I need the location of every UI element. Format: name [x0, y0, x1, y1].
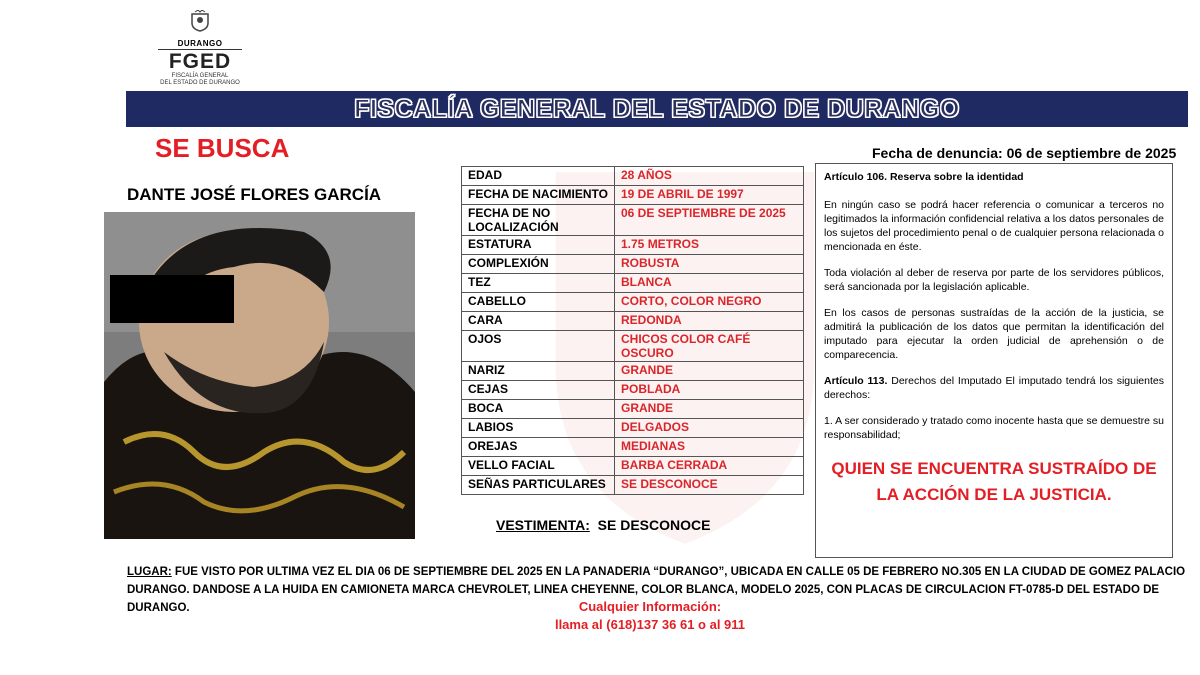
article-113-text: Derechos del Imputado El imputado tendrá los siguientes derechos: [824, 375, 1164, 401]
details-row [462, 186, 804, 205]
logo-acronym: FGED [168, 50, 232, 73]
details-row [462, 331, 804, 362]
contact-line-1: Cualquier Información: [578, 599, 722, 614]
details-value: 28 AÑOS [615, 167, 804, 186]
legal-paragraph-1: En ningún caso se podrá hacer referencia o comunicar a terceros no legitimados la información confidencial relativa a los datos personales de los sujetos del procedimiento penal o de cualquier persona relacionada o mencionada en éste. [824, 199, 1164, 253]
details-row [462, 312, 804, 331]
location-label: LUGAR: [127, 566, 172, 578]
legal-box [815, 163, 1173, 558]
durango-crest-icon [186, 10, 214, 32]
details-row [462, 293, 804, 312]
details-label: FECHA DE NO LOCALIZACIÓN [462, 205, 615, 236]
details-row [462, 381, 804, 400]
details-table [461, 166, 804, 495]
details-label: OREJAS [462, 438, 615, 457]
details-row [462, 255, 804, 274]
report-date: Fecha de denuncia: 06 de septiembre de 2025 [872, 145, 1177, 161]
details-label: NARIZ [462, 362, 615, 381]
details-label: VELLO FACIAL [462, 457, 615, 476]
details-label: ESTATURA [462, 236, 615, 255]
details-value: 1.75 METROS [615, 236, 804, 255]
details-label: CARA [462, 312, 615, 331]
details-label: OJOS [462, 331, 615, 362]
details-label: SEÑAS PARTICULARES [462, 476, 615, 495]
details-row [462, 236, 804, 255]
person-name: DANTE JOSÉ FLORES GARCÍA [127, 185, 382, 204]
details-value: 19 DE ABRIL DE 1997 [615, 186, 804, 205]
article-113 [824, 374, 1164, 402]
legal-paragraph-2: Toda violación al deber de reserva por parte de los servidores públicos, será sancionada por la legislación aplicable. [824, 267, 1164, 293]
logo-state: DURANGO [177, 39, 223, 48]
person-photo [104, 212, 415, 539]
details-label: FECHA DE NACIMIENTO [462, 186, 615, 205]
person-photo-illustration [104, 212, 415, 539]
header-band [126, 91, 1188, 127]
fged-logo [150, 10, 250, 95]
details-value: SE DESCONOCE [615, 476, 804, 495]
details-value: MEDIANAS [615, 438, 804, 457]
details-value: BLANCA [615, 274, 804, 293]
logo-subtitle-1: FISCALÍA GENERAL [171, 73, 229, 79]
logo-subtitle-2: DEL ESTADO DE DURANGO [160, 80, 240, 86]
details-row [462, 167, 804, 186]
contact-line-2: llama al (618)137 36 61 o al 911 [554, 617, 746, 632]
article-113-title: Artículo 113. [824, 375, 888, 387]
details-label: COMPLEXIÓN [462, 255, 615, 274]
fugitive-warning: QUIEN SE ENCUENTRA SUSTRAÍDO DE LA ACCIÓN DE LA JUSTICIA. [831, 459, 1157, 504]
details-value: BARBA CERRADA [615, 457, 804, 476]
details-label: BOCA [462, 400, 615, 419]
contact-info [470, 598, 830, 634]
alert-title: SE BUSCA [155, 133, 290, 163]
details-row [462, 205, 804, 236]
details-value: GRANDE [615, 362, 804, 381]
legal-paragraph-4: 1. A ser considerado y tratado como inocente hasta que se demuestre su responsabilidad; [824, 415, 1164, 441]
details-value: CORTO, COLOR NEGRO [615, 293, 804, 312]
details-label: EDAD [462, 167, 615, 186]
details-label: CEJAS [462, 381, 615, 400]
article-106-title: Artículo 106. Reserva sobre la identidad [824, 171, 1024, 183]
legal-paragraph-3: En los casos de personas sustraídas de la acción de la justicia, se admitirá la publicación de los datos que permitan la identificación del imputado para ejecutar la orden judicial de aprehensión o de comparecencia. [824, 307, 1164, 361]
details-label: LABIOS [462, 419, 615, 438]
details-row [462, 274, 804, 293]
details-row [462, 457, 804, 476]
details-value: GRANDE [615, 400, 804, 419]
details-label: CABELLO [462, 293, 615, 312]
details-row [462, 419, 804, 438]
details-row [462, 476, 804, 495]
details-label: TEZ [462, 274, 615, 293]
location-description: FUE VISTO POR ULTIMA VEZ EL DIA 06 DE SEPTIEMBRE DEL 2025 EN LA PANADERIA “DURANGO”, UBICADA EN CALLE 05 DE FEBRERO NO.305 EN LA CIUDAD DE GOMEZ PALACIO DURANGO. DANDOSE A LA HUIDA EN CAMIONETA MARCA CHEVROLET, LINEA CHEYENNE, COLOR BLANCA, MODELO 2025, CON PLACAS DE CIRCULACION FT-0785-D DEL ESTADO DE DURANGO. [127, 566, 1186, 614]
details-value: ROBUSTA [615, 255, 804, 274]
details-value: REDONDA [615, 312, 804, 331]
details-value: CHICOS COLOR CAFÉ OSCURO [615, 331, 804, 362]
clothing-value: SE DESCONOCE [597, 517, 711, 533]
details-value: POBLADA [615, 381, 804, 400]
header-title: FISCALÍA GENERAL DEL ESTADO DE DURANGO [354, 94, 960, 123]
details-row [462, 400, 804, 419]
details-value: 06 DE SEPTIEMBRE DE 2025 [615, 205, 804, 236]
details-row [462, 362, 804, 381]
clothing-line [496, 517, 710, 533]
details-row [462, 438, 804, 457]
clothing-label: VESTIMENTA: [496, 517, 590, 533]
details-value: DELGADOS [615, 419, 804, 438]
